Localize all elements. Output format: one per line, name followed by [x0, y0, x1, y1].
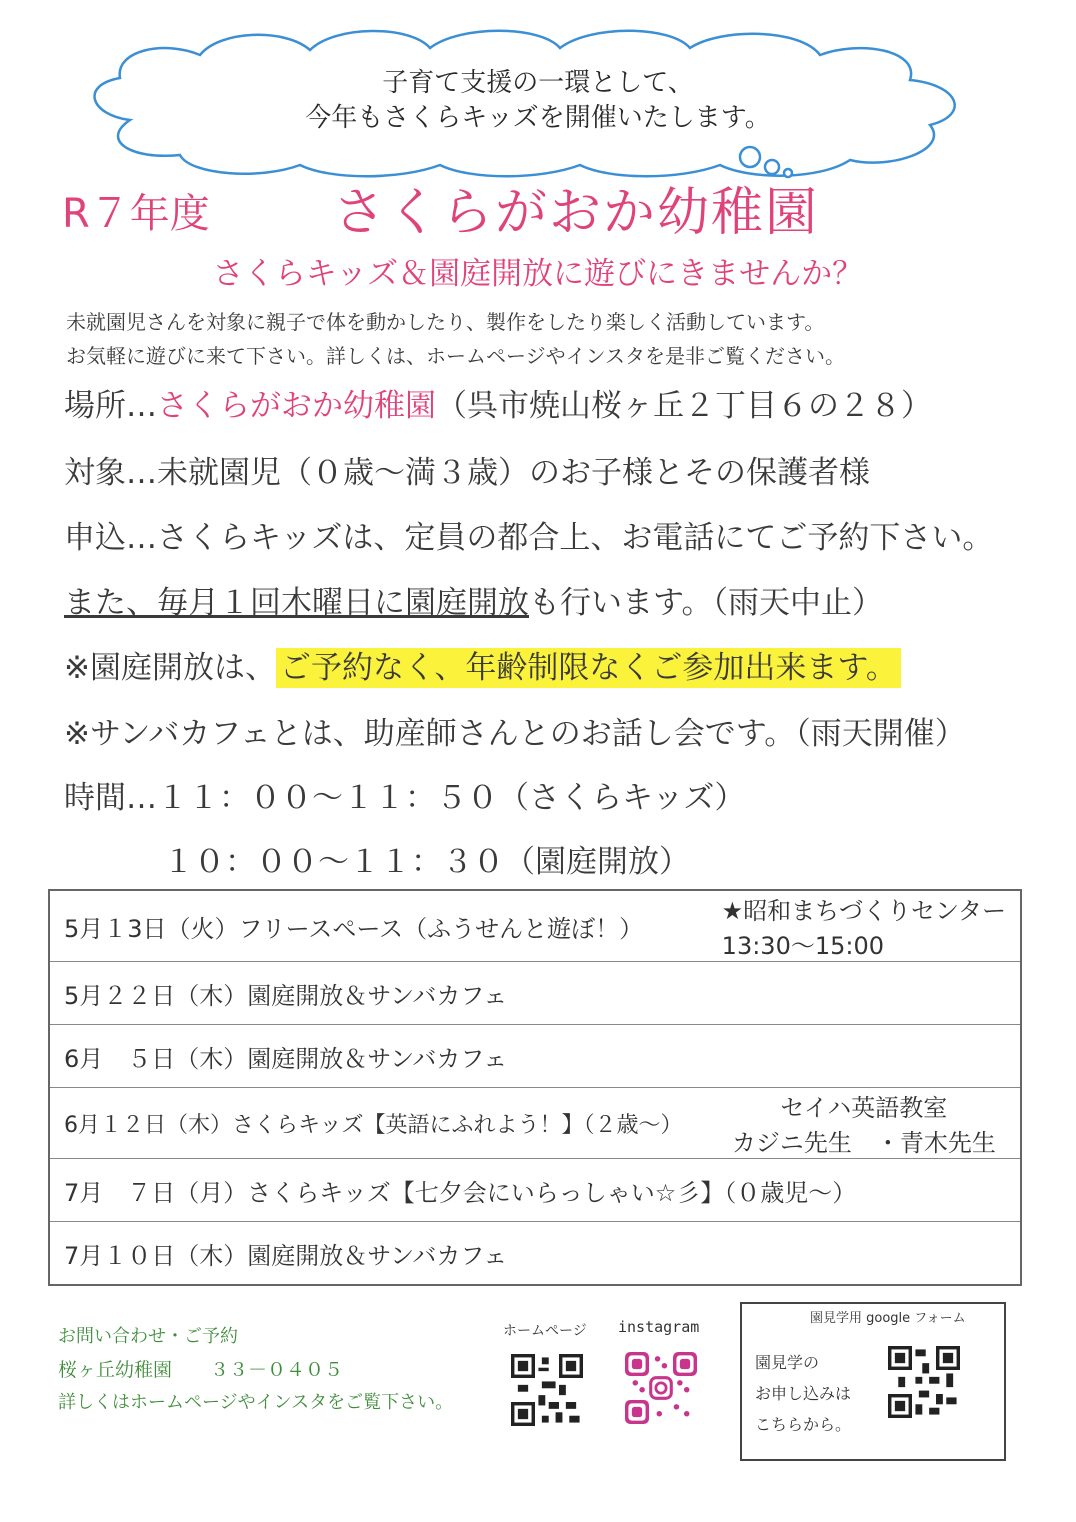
place-label: 場所…	[64, 388, 157, 424]
note-line: 13:30～15:00	[721, 932, 884, 960]
contact-more: 詳しくはホームページやインスタをご覧下さい。	[58, 1392, 454, 1413]
schedule-note	[708, 962, 1021, 1025]
contact-label: お問い合わせ・ご予約	[58, 1326, 238, 1347]
schedule-event: 5月１3日（火）フリースペース（ふうせんと遊ぼ！）	[64, 914, 644, 943]
apply-line: 申込…さくらキッズは、定員の都合上、お電話にてご予約下さい。	[64, 520, 994, 556]
schedule-event: 6月１２日（木）さくらキッズ【英語にふれよう！】（２歳～）	[49, 1088, 708, 1159]
form-title: 園見学用 google フォーム	[810, 1311, 966, 1326]
intro-line-1: 未就園児さんを対象に親子で体を動かしたり、製作をしたり楽しく活動しています。	[66, 310, 825, 334]
note-line: セイハ英語教室	[780, 1094, 948, 1122]
year-label: R７年度	[62, 191, 210, 237]
time-line-2: １０：００～１１：３０（園庭開放）	[163, 844, 690, 880]
form-line-1: 園見学の	[755, 1353, 820, 1372]
table-row	[49, 1088, 1021, 1159]
intro-line-2: お気軽に遊びに来て下さい。詳しくは、ホームページやインスタを是非ご覧ください。	[66, 344, 845, 368]
cloud-line-1: 子育て支援の一環として、	[382, 68, 694, 98]
schedule-event: 7月 ７日（月）さくらキッズ【七夕会にいらっしゃい☆彡】（０歳児～）	[49, 1159, 1021, 1222]
contact-phone: 桜ヶ丘幼稚園 ３３－０４０５	[58, 1359, 344, 1381]
schedule-note	[708, 1025, 1021, 1088]
table-row	[49, 890, 1021, 962]
place-line	[64, 380, 932, 425]
schedule-note	[708, 890, 1021, 962]
schedule-event: 7月１０日（木）園庭開放＆サンバカフェ	[49, 1222, 1021, 1286]
form-line-3: こちらから。	[755, 1415, 852, 1434]
schedule-event: 5月２２日（木）園庭開放＆サンバカフェ	[49, 962, 708, 1025]
target-line: 対象…未就園児（０歳～満３歳）のお子様とその保護者様	[64, 455, 870, 491]
school-title: さくらがおか幼稚園	[333, 183, 820, 243]
garden-emphasis: また、毎月１回木曜日に園庭開放	[64, 585, 529, 621]
subtitle: さくらキッズ＆園庭開放に遊びにきませんか？	[212, 256, 864, 292]
note-line: カジニ先生 ・青木先生	[731, 1129, 996, 1157]
time-line-1: 時間…１１：００～１１：５０（さくらキッズ）	[64, 780, 746, 816]
schedule-event: 6月 ５日（木）園庭開放＆サンバカフェ	[49, 1025, 708, 1088]
garden-rest: も行います。（雨天中止）	[529, 585, 884, 621]
place-address: （呉市焼山桜ヶ丘２丁目６の２８）	[436, 388, 932, 424]
form-line-2: お申し込みは	[755, 1384, 852, 1403]
table-row	[49, 962, 1021, 1025]
table-row	[49, 1222, 1021, 1286]
place-name: さくらがおか幼稚園	[157, 388, 436, 424]
schedule-note	[708, 1088, 1021, 1159]
table-row	[49, 1025, 1021, 1088]
schedule-table	[48, 889, 1022, 1286]
table-row	[49, 1159, 1021, 1222]
instagram-qr-icon[interactable]	[625, 1352, 697, 1424]
homepage-qr-icon[interactable]	[511, 1354, 583, 1426]
homepage-label: ホームページ	[503, 1323, 587, 1339]
note-samba: ※サンバカフェとは、助産師さんとのお話し会です。（雨天開催）	[64, 716, 966, 752]
instagram-label: instagram	[618, 1318, 700, 1336]
note-garden-highlight: ご予約なく、年齢制限なくご参加出来ます。	[276, 648, 901, 688]
note-garden	[64, 642, 901, 687]
cloud-line-2: 今年もさくらキッズを開催いたします。	[305, 103, 771, 133]
form-qr-icon[interactable]	[888, 1346, 960, 1418]
garden-line	[64, 577, 883, 622]
note-line: ★昭和まちづくりセンター	[721, 897, 1006, 925]
note-garden-prefix: ※園庭開放は、	[64, 650, 276, 686]
